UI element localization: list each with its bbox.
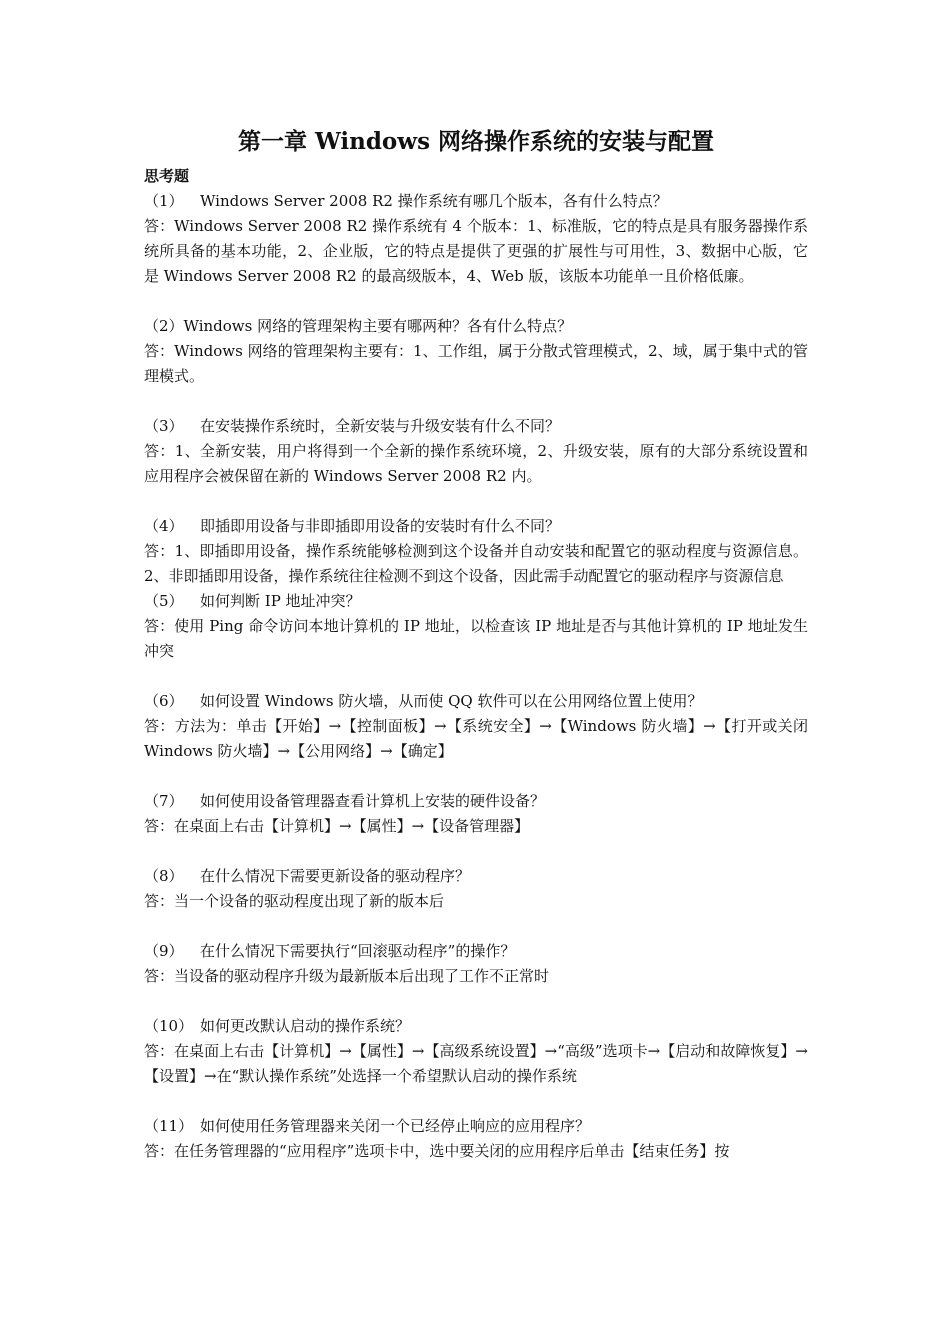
answer-text: 答：1、全新安装，用户将得到一个全新的操作系统环境，2、升级安装，原有的大部分系统设置和应用程序会被保留在新的 Windows Server 2008 R2 内。 — [144, 442, 808, 485]
qa-item-5 — [144, 589, 808, 664]
answer-text: 答：Windows 网络的管理架构主要有：1、工作组，属于分散式管理模式，2、域，属于集中式的管理模式。 — [144, 342, 808, 385]
section-subtitle: 思考题 — [144, 167, 190, 185]
qa-item-4 — [144, 514, 808, 589]
qa-item-8 — [144, 864, 808, 914]
question-number: （7） — [144, 792, 184, 810]
answer-text: 答：当一个设备的驱动程度出现了新的版本后 — [144, 892, 445, 910]
question-text: 如何使用设备管理器查看计算机上安装的硬件设备？ — [200, 792, 546, 810]
chapter-title: 第一章 Windows 网络操作系统的安装与配置 — [237, 128, 715, 155]
question-number: （4） — [144, 517, 184, 535]
answer-text: 答：在桌面上右击【计算机】→【属性】→【设备管理器】 — [144, 817, 530, 835]
question-number: （8） — [144, 867, 184, 885]
question-number: （3） — [144, 417, 184, 435]
question-number: （2） — [144, 317, 184, 335]
answer-text: 答：Windows Server 2008 R2 操作系统有 4 个版本：1、标准版，它的特点是具有服务器操作系统所具备的基本功能，2、企业版，它的特点是提供了更强的扩展性与可用性，3、数据中心版，它是 Windows Server 2008 R2 的最高级版本，4、Web 版，该版本功能单一且价格低廉。 — [144, 217, 808, 285]
question-text: 即插即用设备与非即插即用设备的安装时有什么不同？ — [200, 517, 561, 535]
question-text: 在什么情况下需要更新设备的驱动程序？ — [200, 867, 471, 885]
question-text: 在什么情况下需要执行“回滚驱动程序”的操作？ — [200, 942, 516, 960]
question-number: （1） — [144, 192, 184, 210]
question-number: （10） — [144, 1017, 194, 1035]
question-number: （6） — [144, 692, 184, 710]
answer-text: 答：1、即插即用设备，操作系统能够检测到这个设备并自动安装和配置它的驱动程度与资源信息。2、非即插即用设备，操作系统往往检测不到这个设备，因此需手动配置它的驱动程序与资源信息 — [144, 542, 808, 585]
qa-item-7 — [144, 789, 808, 839]
question-text: 在安装操作系统时，全新安装与升级安装有什么不同？ — [200, 417, 561, 435]
question-text: 如何判断 IP 地址冲突？ — [200, 592, 361, 610]
answer-text: 答：在桌面上右击【计算机】→【属性】→【高级系统设置】→“高级”选项卡→【启动和故障恢复】→【设置】→在“默认操作系统”处选择一个希望默认启动的操作系统 — [144, 1042, 808, 1085]
question-text: 如何设置 Windows 防火墙，从而使 QQ 软件可以在公用网络位置上使用？ — [200, 692, 703, 710]
qa-item-3 — [144, 414, 808, 489]
question-number: （9） — [144, 942, 184, 960]
qa-item-1 — [144, 189, 808, 289]
qa-item-11 — [144, 1114, 808, 1164]
qa-item-2 — [144, 314, 808, 389]
question-text: 如何使用任务管理器来关闭一个已经停止响应的应用程序？ — [200, 1117, 591, 1135]
question-text: Windows 网络的管理架构主要有哪两种？各有什么特点？ — [183, 317, 573, 335]
document-page — [144, 120, 808, 1164]
qa-item-9 — [144, 939, 808, 989]
qa-item-10 — [144, 1014, 808, 1089]
answer-text: 答：使用 Ping 命令访问本地计算机的 IP 地址，以检查该 IP 地址是否与其他计算机的 IP 地址发生冲突 — [144, 617, 808, 660]
answer-text: 答：在任务管理器的“应用程序”选项卡中，选中要关闭的应用程序后单击【结束任务】按 — [144, 1142, 730, 1160]
question-number: （5） — [144, 592, 184, 610]
question-text: Windows Server 2008 R2 操作系统有哪几个版本，各有什么特点？ — [200, 192, 668, 210]
question-text: 如何更改默认启动的操作系统？ — [200, 1017, 411, 1035]
question-number: （11） — [144, 1117, 194, 1135]
qa-item-6 — [144, 689, 808, 764]
answer-text: 答：当设备的驱动程序升级为最新版本后出现了工作不正常时 — [144, 967, 550, 985]
answer-text: 答：方法为：单击【开始】→【控制面板】→【系统安全】→【Windows 防火墙】→【打开或关闭 Windows 防火墙】→【公用网络】→【确定】 — [144, 717, 808, 760]
